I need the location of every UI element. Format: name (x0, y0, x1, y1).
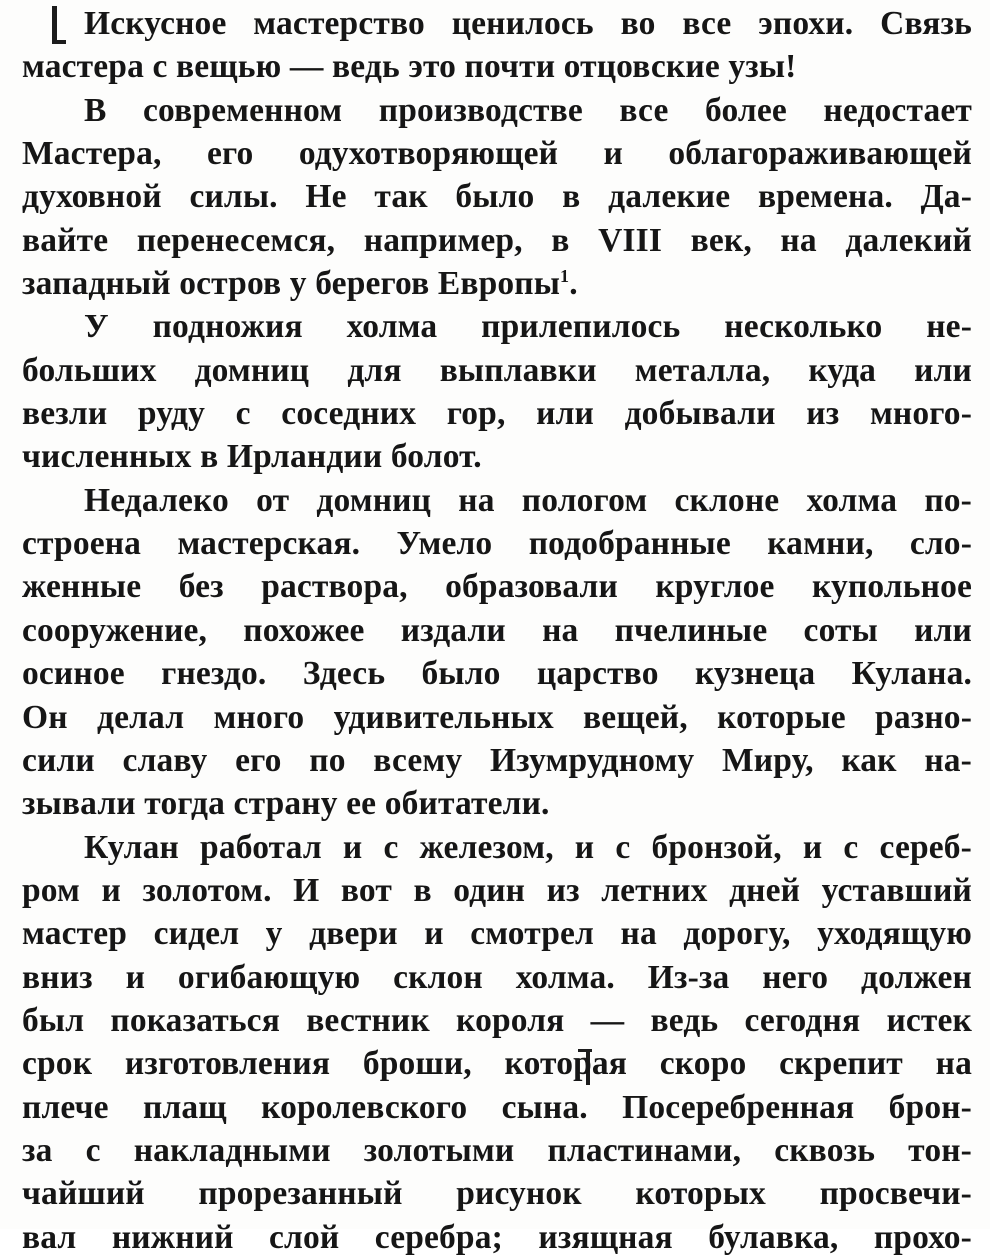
article-text (22, 2, 972, 1259)
text-line: мастера с вещью — ведь это почти отцовские узы! (22, 48, 797, 86)
text-line: ром и золотом. И вот в один из летних дней уставший (22, 871, 972, 909)
text-line: чайший прорезанный рисунок которых просвечи- (22, 1175, 972, 1213)
text-line: Недалеко от домниц на пологом склоне холма по- (84, 481, 972, 519)
text-line: духовной силы. Не так было в далекие времена. Да- (22, 178, 972, 216)
text-line: Он делал много удивительных вещей, которые разно- (22, 698, 972, 736)
text-line: срок изготовления броши, которая скоро скрепит на (22, 1045, 972, 1083)
text-line: Кулан работал и с железом, и с бронзой, и с сереб- (84, 828, 972, 866)
text-line-with-footnote (22, 262, 972, 305)
text-line: плече плащ королевского сына. Посеребренная брон- (22, 1088, 972, 1126)
text-line: Мастера, его одухотворяющей и облагораживающей (22, 135, 972, 173)
text-line: осиное гнездо. Здесь было царство кузнеца Кулана. (22, 655, 972, 693)
text-line: вниз и огибающую склон холма. Из-за него должен (22, 958, 972, 996)
text-line: за с накладными золотыми пластинами, сквозь тон- (22, 1131, 972, 1169)
text-line: мастер сидел у двери и смотрел на дорогу, уходящую (22, 915, 972, 953)
text-line: женные без раствора, образовали круглое купольное (22, 568, 972, 606)
text-line: западный остров у берегов Европы (22, 265, 561, 303)
paragraph-2 (22, 89, 972, 306)
text-line: строена мастерская. Умело подобранные камни, сло- (22, 525, 972, 563)
text-line: Искусное мастерство ценилось во все эпохи. Связь (84, 5, 972, 42)
text-line: везли руду с соседних гор, или добывали из много- (22, 395, 972, 433)
text-line: У подножия холма прилепилось несколько не- (84, 308, 972, 346)
text-line: больших домниц для выплавки металла, куда или (22, 351, 972, 389)
text-line: сооружение, похожее издали на пчелиные соты или (22, 611, 972, 649)
text-line: В современном производстве все более недостает (84, 91, 972, 129)
paragraph-5 (22, 826, 972, 1259)
text-line: зывали тогда страну ее обитатели. (22, 785, 550, 823)
paragraph-3 (22, 305, 972, 478)
text-line: вайте перенесемся, например, в VIII век, на далекий (22, 221, 972, 259)
sentence-end-period: . (569, 265, 578, 303)
text-line: вал нижний слой серебра; изящная булавка, прохо- (22, 1218, 972, 1256)
text-line: был показаться вестник короля — ведь сегодня истек (22, 1001, 972, 1039)
paragraph-4 (22, 479, 972, 826)
footnote-marker: 1 (560, 265, 570, 286)
text-line: численных в Ирландии болот. (22, 438, 482, 476)
paragraph-1 (22, 2, 972, 89)
text-line: сили славу его по всему Изумрудному Миру, как на- (22, 741, 972, 779)
